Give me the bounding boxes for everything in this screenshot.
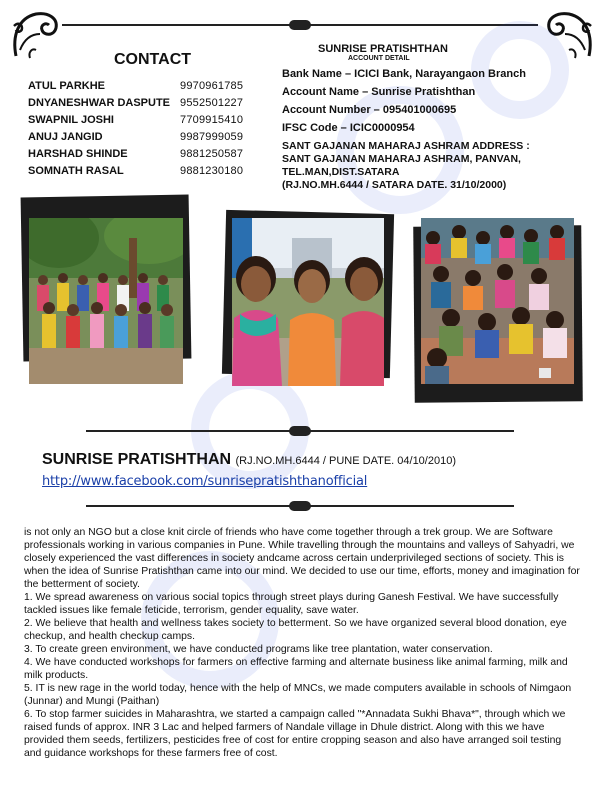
contact-name: ATUL PARKHE <box>28 80 105 92</box>
photo-children-seated <box>421 218 574 384</box>
address-line: (RJ.NO.MH.6444 / SATARA DATE. 31/10/2000) <box>282 179 507 191</box>
account-org-name: SUNRISE PRATISHTHAN <box>318 43 448 55</box>
address-line: SANT GAJANAN MAHARAJ ASHRAM, PANVAN, <box>282 153 521 165</box>
body-paragraph: 2. We believe that health and wellness takes society to betterment. So we have organized several blood donation, eye checkup, and health checkup camps. <box>24 618 567 642</box>
body-paragraph: 5. IT is new rage in the world today, hence with the help of MNCs, we made computers available in schools of Nimgaon (Junnar) and Mungi (Paithan) <box>24 683 572 707</box>
photo-three-girls <box>232 218 384 386</box>
corner-flourish-right-icon <box>537 6 597 66</box>
body-text <box>24 526 580 760</box>
account-name: Account Name – Sunrise Pratishthan <box>282 86 476 98</box>
body-paragraph: is not only an NGO but a close knit circle of friends who have come together through a trek group. We are Software professionals working in various companies in Pune. While travelling through the mountains and valleys of Sahyadri, we closely experienced the vast differences in society andcame across certain underprivileged sections of society. This is when the idea of Sunrise Pratishthan came into our mind. We decided to use our time, efforts, money and imagination for the betterment of society. <box>24 527 580 590</box>
body-paragraph: 6. To stop farmer suicides in Maharashtra, we started a campaign called "*Annadata Sukhi Bhava*", through which we raised funds of approx. INR 3 Lac and helped farmers of Nandale village in Dhule district. Along with this we have provided them seeds, fertilizers, pesticides free of cost for entire cropping season and also have arranged soil testing and guidance workshops for these farmers free of cost. <box>24 709 566 759</box>
body-paragraph: 1. We spread awareness on various social topics through street plays during Ganesh Festival. We have successfully tackled issues like female feticide, terrorism, gender equality, save water. <box>24 592 559 616</box>
lower-divider-ornament <box>289 501 311 511</box>
account-number: Account Number – 095401000695 <box>282 104 457 116</box>
org-name: SUNRISE PRATISHTHAN <box>42 451 232 468</box>
facebook-link[interactable]: http://www.facebook.com/sunrisepratishthanofficial <box>42 474 368 489</box>
middle-divider-ornament <box>289 426 311 436</box>
group-photo-children <box>29 218 183 384</box>
contact-name: DNYANESHWAR DASPUTE <box>28 97 171 109</box>
top-divider-ornament <box>289 20 311 30</box>
contact-phone: 9987999059 <box>180 131 244 143</box>
bank-name: Bank Name – ICICI Bank, Narayangaon Branch <box>282 68 526 80</box>
contact-title: CONTACT <box>114 51 192 68</box>
address-line: SANT GAJANAN MAHARAJ ASHRAM ADDRESS : <box>282 140 530 152</box>
contact-phone: 9881230180 <box>180 165 244 177</box>
contact-name: HARSHAD SHINDE <box>28 148 128 160</box>
body-paragraph: 4. We have conducted workshops for farmers on effective farming and alternate business like animal farming, milk and milk products. <box>24 657 568 681</box>
registration-info: (RJ.NO.MH.6444 / PUNE DATE. 04/10/2010) <box>235 455 456 467</box>
section-title <box>42 451 456 469</box>
account-subtitle: ACCOUNT DETAIL <box>348 55 410 62</box>
ashram-address <box>282 140 582 192</box>
contact-name: SWAPNIL JOSHI <box>28 114 114 126</box>
contact-name: ANUJ JANGID <box>28 131 103 143</box>
address-line: TEL.MAN,DIST.SATARA <box>282 166 400 178</box>
contact-phone: 9552501227 <box>180 97 244 109</box>
contact-phone: 7709915410 <box>180 114 244 126</box>
corner-flourish-left-icon <box>8 6 68 66</box>
contact-phone: 9881250587 <box>180 148 244 160</box>
contact-phone: 9970961785 <box>180 80 244 92</box>
body-paragraph: 3. To create green environment, we have conducted programs like tree plantation, water conservation. <box>24 644 493 655</box>
ifsc-code: IFSC Code – ICIC0000954 <box>282 122 415 134</box>
contact-name: SOMNATH RASAL <box>28 165 124 177</box>
